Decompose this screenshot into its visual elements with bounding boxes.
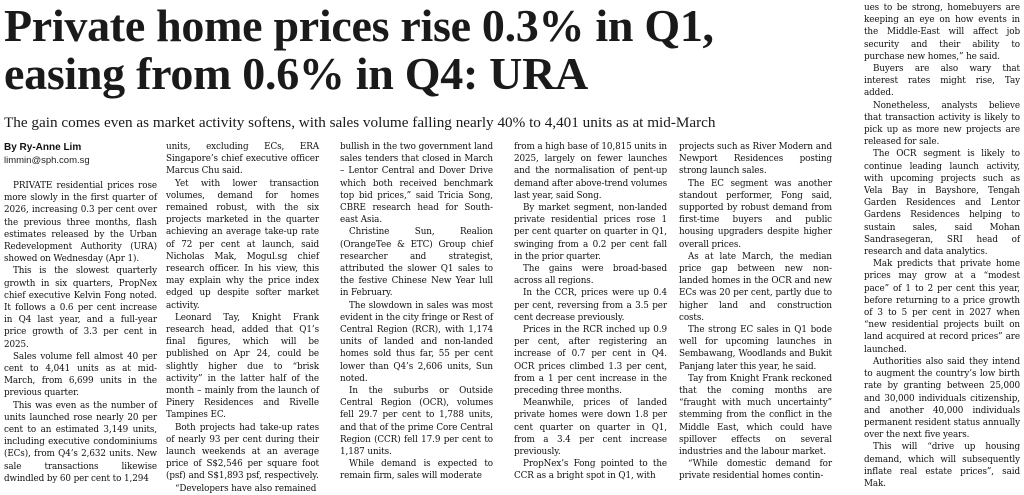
- article-column-6: [864, 2, 1020, 487]
- article-paragraph: Buyers are also wary that interest rates might rise, Tay added.: [864, 64, 1020, 99]
- article-paragraph: Leonard Tay, Knight Frank research head, added that Q1’s final figures, which will be published on Apr 24, could be slightly higher due to “brisk activity” in the latter half of the month – mainly from the launch of Pinery Residences and Rivelle Tampines EC.: [166, 312, 319, 421]
- article-paragraph: projects such as River Modern and Newport Residences posting strong launch sales.: [679, 142, 832, 177]
- article-paragraph: While demand is expected to remain firm, sales will moderate: [340, 459, 493, 482]
- article-paragraph: Authorities also said they intend to augment the country’s low birth rate by granting between 25,000 and 30,000 individuals citizenship, and another 40,000 individuals permanent resident status annually over the next five years.: [864, 356, 1020, 441]
- byline: [4, 141, 154, 167]
- article-paragraph: In the suburbs or Outside Central Region (OCR), volumes fell 29.7 per cent to 1,788 units, and that of the prime Core Central Region (CCR) fell 17.9 per cent to 1,187 units.: [340, 386, 493, 458]
- article-paragraph: Sales volume fell almost 40 per cent to 4,041 units as at mid-March, from 6,699 units in the previous quarter.: [4, 351, 157, 399]
- headline-line-1: Private home prices rise 0.3% in Q1,: [4, 0, 714, 51]
- headline: [4, 2, 844, 98]
- headline-line-2: easing from 0.6% in Q4: URA: [4, 48, 588, 99]
- article-paragraph: Tay from Knight Frank reckoned that the coming months are “fraught with much uncertainty” stemming from the conflict in the Middle East, which could have spillover effects on several industries and the labour market.: [679, 373, 832, 458]
- author-name: By Ry-Anne Lim: [4, 142, 82, 153]
- article-paragraph: ues to be strong, homebuyers are keeping an eye on how events in the Middle-East will affect job security and their ability to purchase new homes,” he said.: [864, 3, 1020, 62]
- article-paragraph: Christine Sun, Realion (OrangeTee & ETC) Group chief researcher and strategist, attributed the slower Q1 sales to the festive Chinese New Year lull in February.: [340, 227, 493, 299]
- article-paragraph: Yet with lower transaction volumes, demand for homes remained robust, with the six projects marketed in the quarter achieving an average take-up rate of 72 per cent at launch, said Nicholas Mak, Mogul.sg chief research officer. In his view, this may explain why the price index edged up despite softer market activity.: [166, 178, 319, 311]
- article-paragraph: Nonetheless, analysts believe that transaction activity is likely to pick up as more new projects are released for sale.: [864, 100, 1020, 148]
- article-paragraph: This is the slowest quarterly growth in six quarters, PropNex chief executive Kelvin Fong noted. It follows a 0.6 per cent increase in Q4 last year, and a full-year price growth of 3.3 per cent in 2025.: [4, 266, 157, 350]
- article-paragraph: The strong EC sales in Q1 bode well for upcoming launches in Sembawang, Woodlands and Bukit Panjang later this year, he said.: [679, 325, 832, 372]
- article-paragraph: Prices in the RCR inched up 0.9 per cent, after registering an increase of 0.7 per cent in Q4. OCR prices climbed 1.3 per cent, from a 1 per cent increase in the preceding three months.: [514, 325, 667, 397]
- article-paragraph: The OCR segment is likely to continue leading launch activity, with upcoming projects such as Vela Bay in Bayshore, Tengah Garden Residences and Lentor Gardens Residences helping to sustain sales, said Mohan Sandrasegeran, SRI head of research and data analytics.: [864, 149, 1020, 258]
- article-paragraph: PRIVATE residential prices rose more slowly in the first quarter of 2026, increasing 0.3 per cent over the previous three months, flash estimates released by the Urban Redevelopment Authority (URA) showed on Wednesday (Apr 1).: [4, 181, 157, 265]
- article-column-2: [166, 141, 319, 494]
- article-paragraph: units, excluding ECs, ERA Singapore’s chief executive officer Marcus Chu said.: [166, 142, 319, 177]
- subheadline: The gain comes even as market activity softens, with sales volume falling nearly 40% to 4,401 units as at mid-March: [4, 114, 716, 131]
- article-paragraph: “While domestic demand for private residential homes contin-: [679, 459, 832, 482]
- article-paragraph: The EC segment was another standout performer, Fong said, supported by robust demand from first-time buyers and public housing upgraders despite higher overall prices.: [679, 178, 832, 250]
- article-paragraph: The slowdown in sales was most evident in the city fringe or Rest of Central Region (RCR), with 1,174 units of landed and non-landed homes sold thus far, 55 per cent lower than Q4’s 2,606 units, Sun noted.: [340, 300, 493, 384]
- article-paragraph: “Developers have also remained: [175, 483, 317, 494]
- article-column-5: [679, 141, 832, 487]
- article-paragraph: This will “drive up housing demand, which will subsequently inflate real estate prices”, said Mak.: [864, 442, 1020, 489]
- article-paragraph: The gains were broad-based across all regions.: [514, 264, 667, 287]
- article-column-3: [340, 141, 493, 487]
- article-paragraph: from a high base of 10,815 units in 2025, largely on fewer launches and the normalisation of pent-up demand after above-trend volumes last year, said Song.: [514, 142, 667, 201]
- article-paragraph: By market segment, non-landed private residential prices rose 1 per cent quarter on quarter in Q1, swinging from a 0.2 per cent fall in the prior quarter.: [514, 203, 667, 262]
- article-paragraph: Mak predicts that private home prices may grow at a “modest pace” of 1 to 2 per cent this year, before returning to a price growth of 3 to 5 per cent in 2027 when “new residential projects built on land acquired at record prices” are launched.: [864, 259, 1020, 355]
- article-paragraph: bullish in the two government land sales tenders that closed in March – Lentor Central and Dover Drive which both received benchmark top bid prices,” said Tricia Song, CBRE research head for South-east Asia.: [340, 142, 493, 226]
- author-email[interactable]: limmin@sph.com.sg: [4, 155, 90, 166]
- article-paragraph: As at late March, the median price gap between new non-landed homes in the OCR and new ECs was 20 per cent, partly due to higher land and construction costs.: [679, 251, 832, 323]
- article-paragraph: In the CCR, prices were up 0.4 per cent, reversing from a 3.5 per cent decrease previously.: [514, 288, 667, 323]
- article-paragraph: Meanwhile, prices of landed private homes were down 1.8 per cent quarter on quarter in Q1, from a 3.4 per cent increase previously.: [514, 398, 667, 458]
- article-paragraph: Both projects had take-up rates of nearly 93 per cent during their launch weekends at an average price of S$2,546 per square foot (psf) and S$1,893 psf, respectively.: [166, 422, 319, 482]
- article-paragraph: PropNex’s Fong pointed to the CCR as a bright spot in Q1, with: [514, 459, 667, 482]
- article-paragraph: This was even as the number of units launched rose nearly 20 per cent to an estimated 3,149 units, including executive condominiums (ECs), from Q4’s 2,632 units. New sale transactions likewise dwindled by 60 per cent to 1,294: [4, 400, 157, 484]
- article-column-4: [514, 141, 667, 487]
- article-column-1: [4, 180, 157, 487]
